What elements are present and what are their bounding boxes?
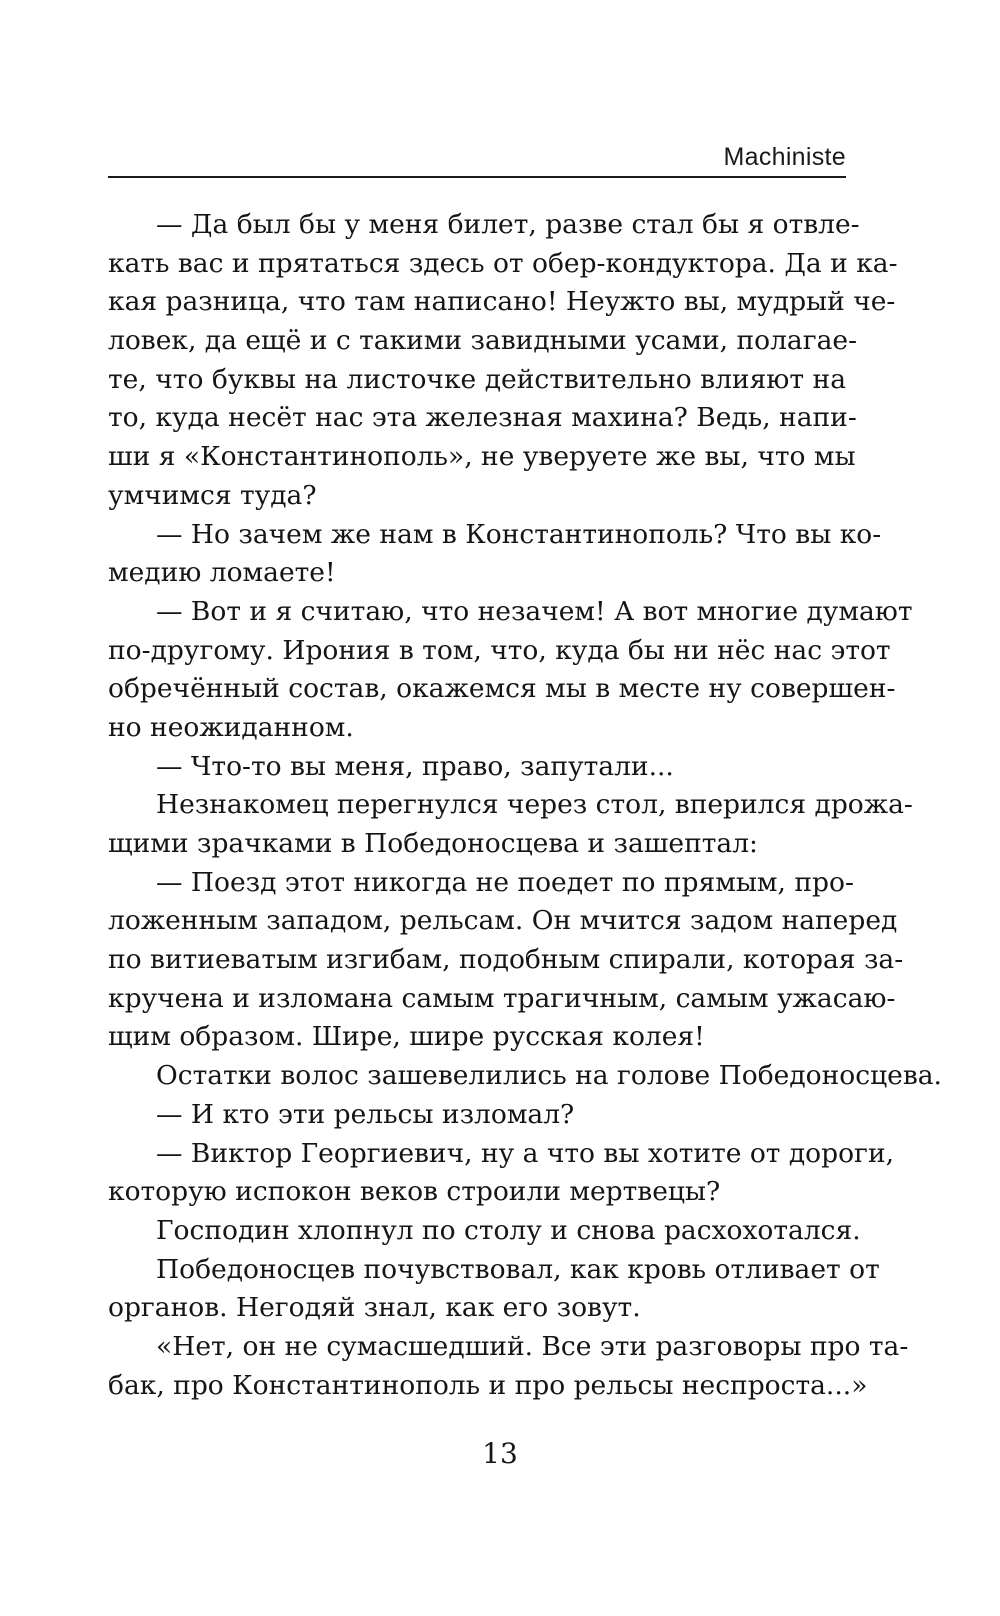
text-line: — И кто эти рельсы изломал?	[156, 1098, 575, 1130]
text-line: органов. Негодяй знал, как его зовут.	[108, 1292, 641, 1324]
text-line: бак, про Константинополь и про рельсы неспроста...»	[108, 1369, 868, 1401]
text-line: медию ломаете!	[108, 557, 336, 589]
text-line: ловек, да ещё и с такими завидными усами, полагае-	[108, 325, 858, 357]
running-header	[108, 140, 846, 178]
text-line: ложенным западом, рельсам. Он мчится задом наперед	[108, 905, 898, 937]
text-line: — Вот и я считаю, что незачем! А вот многие думают	[156, 595, 913, 627]
text-line: — Но зачем же нам в Константинополь? Что вы ко-	[156, 518, 882, 550]
page-number: 13	[482, 1437, 518, 1470]
text-line: Господин хлопнул по столу и снова расхохотался.	[156, 1214, 861, 1246]
text-line: — Да был бы у меня билет, разве стал бы я отвле-	[156, 209, 860, 240]
text-line: — Поезд этот никогда не поедет по прямым, про-	[156, 866, 854, 898]
running-header-title: Machiniste	[723, 143, 846, 171]
text-line: Незнакомец перегнулся через стол, вперился дрожа-	[156, 789, 913, 821]
text-line: обречённый состав, окажемся мы в месте ну совершен-	[108, 673, 896, 705]
text-line: которую испокон веков строили мертвецы?	[108, 1176, 721, 1208]
text-line: кручена и изломана самым трагичным, самым ужасаю-	[108, 982, 896, 1014]
text-line: Победоносцев почувствовал, как кровь отливает от	[156, 1253, 880, 1285]
text-line: Остатки волос зашевелились на голове Победоносцева.	[156, 1060, 942, 1092]
text-line: — Что-то вы меня, право, запутали...	[156, 750, 674, 782]
text-line: щими зрачками в Победоносцева и зашептал:	[108, 828, 758, 859]
text-line: — Виктор Георгиевич, ну а что вы хотите от дороги,	[156, 1137, 895, 1169]
text-line: то, куда несёт нас эта железная махина? Ведь, напи-	[108, 402, 857, 434]
text-line: ши я «Константинополь», не уверуете же вы, что мы	[108, 441, 856, 473]
text-line: но неожиданном.	[108, 711, 354, 743]
text-line: те, что буквы на листочке действительно влияют на	[108, 363, 846, 395]
body-text	[108, 206, 942, 1405]
text-line: кая разница, что там написано! Неужто вы, мудрый че-	[108, 286, 896, 318]
text-line: умчимся туда?	[108, 479, 317, 511]
text-line: по-другому. Ирония в том, что, куда бы ни нёс нас этот	[108, 634, 891, 666]
text-line: кать вас и прятаться здесь от обер-кондуктора. Да и ка-	[108, 247, 898, 279]
text-line: «Нет, он не сумасшедший. Все эти разговоры про та-	[156, 1330, 909, 1362]
text-line: по витиеватым изгибам, подобным спирали, которая за-	[108, 944, 904, 976]
text-line: щим образом. Шире, шире русская колея!	[108, 1021, 705, 1053]
